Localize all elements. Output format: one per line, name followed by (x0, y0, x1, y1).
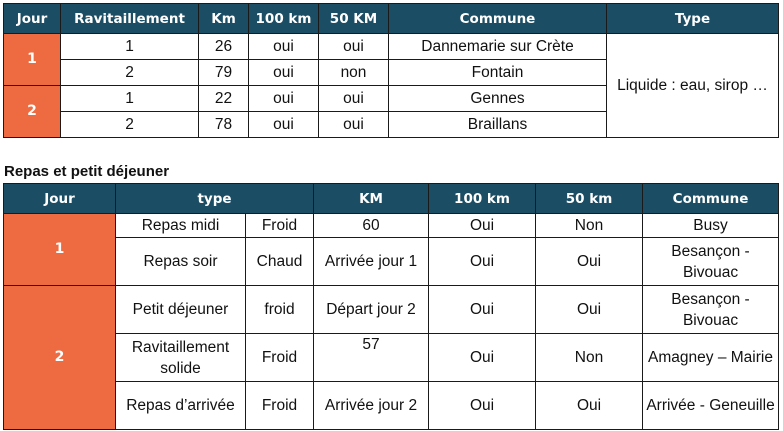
km100-cell: Oui (429, 238, 536, 286)
km100-cell: Oui (429, 286, 536, 334)
km50-cell: Non (536, 334, 643, 382)
header-50km: 50 KM (319, 4, 389, 34)
km50-cell: Non (536, 214, 643, 238)
km50-cell: oui (319, 112, 389, 138)
meal-type-cell: Repas midi (116, 214, 246, 238)
km100-cell: oui (249, 60, 319, 86)
commune-cell: Amagney – Mairie (643, 334, 779, 382)
km-cell: 60 (314, 214, 429, 238)
km-cell: 79 (199, 60, 249, 86)
km-cell: Arrivée jour 1 (314, 238, 429, 286)
km50-cell: Oui (536, 238, 643, 286)
meal-type-cell: Ravitaillement solide (116, 334, 246, 382)
header-100km: 100 km (249, 4, 319, 34)
km100-cell: Oui (429, 334, 536, 382)
km50-cell: oui (319, 34, 389, 60)
km100-cell: oui (249, 34, 319, 60)
commune-cell: Besançon - Bivouac (643, 238, 779, 286)
table-row (4, 214, 779, 238)
repas-table (3, 183, 779, 430)
km100-cell: Oui (429, 382, 536, 430)
header-jour: Jour (4, 184, 116, 214)
meal-type-cell: Petit déjeuner (116, 286, 246, 334)
commune-cell: Besançon - Bivouac (643, 286, 779, 334)
header-50km: 50 km (536, 184, 643, 214)
temperature-cell: froid (246, 286, 314, 334)
temperature-cell: Froid (246, 334, 314, 382)
type-cell (607, 34, 779, 138)
meal-type-cell: Repas d’arrivée (116, 382, 246, 430)
header-type: type (116, 184, 314, 214)
km50-cell: Oui (536, 382, 643, 430)
table-row (4, 238, 779, 286)
ravitaillement-cell: 1 (61, 34, 199, 60)
type-value: Liquide : eau, sirop … (617, 76, 768, 94)
table-header-row (4, 4, 779, 34)
commune-cell: Busy (643, 214, 779, 238)
commune-cell: Dannemarie sur Crète (389, 34, 607, 60)
km-cell: 57 (314, 334, 429, 382)
km-cell: 22 (199, 86, 249, 112)
header-km: Km (199, 4, 249, 34)
header-commune: Commune (643, 184, 779, 214)
header-km: KM (314, 184, 429, 214)
ravitaillement-cell: 1 (61, 86, 199, 112)
km100-cell: oui (249, 86, 319, 112)
km-cell: 26 (199, 34, 249, 60)
km-cell: Arrivée jour 2 (314, 382, 429, 430)
km50-cell: Oui (536, 286, 643, 334)
km100-cell: oui (249, 112, 319, 138)
day-cell: 1 (4, 214, 116, 286)
section-title: Repas et petit déjeuner (4, 163, 170, 180)
km100-cell: Oui (429, 214, 536, 238)
ravitaillement-cell: 2 (61, 60, 199, 86)
commune-cell: Braillans (389, 112, 607, 138)
table-row (4, 334, 779, 382)
header-jour: Jour (4, 4, 61, 34)
km-cell: 78 (199, 112, 249, 138)
temperature-cell: Froid (246, 382, 314, 430)
ravitaillement-cell: 2 (61, 112, 199, 138)
day-cell: 2 (4, 86, 61, 138)
km-cell: Départ jour 2 (314, 286, 429, 334)
table-row (4, 34, 779, 60)
km50-cell: non (319, 60, 389, 86)
table-row (4, 286, 779, 334)
table-header-row (4, 184, 779, 214)
km50-cell: oui (319, 86, 389, 112)
commune-cell: Fontain (389, 60, 607, 86)
table-row (4, 382, 779, 430)
header-100km: 100 km (429, 184, 536, 214)
commune-cell: Gennes (389, 86, 607, 112)
temperature-cell: Froid (246, 214, 314, 238)
day-cell: 1 (4, 34, 61, 86)
commune-cell: Arrivée - Geneuille (643, 382, 779, 430)
header-type: Type (607, 4, 779, 34)
ravitaillement-table (3, 3, 779, 138)
temperature-cell: Chaud (246, 238, 314, 286)
header-commune: Commune (389, 4, 607, 34)
header-ravitaillement: Ravitaillement (61, 4, 199, 34)
meal-type-cell: Repas soir (116, 238, 246, 286)
day-cell: 2 (4, 286, 116, 430)
